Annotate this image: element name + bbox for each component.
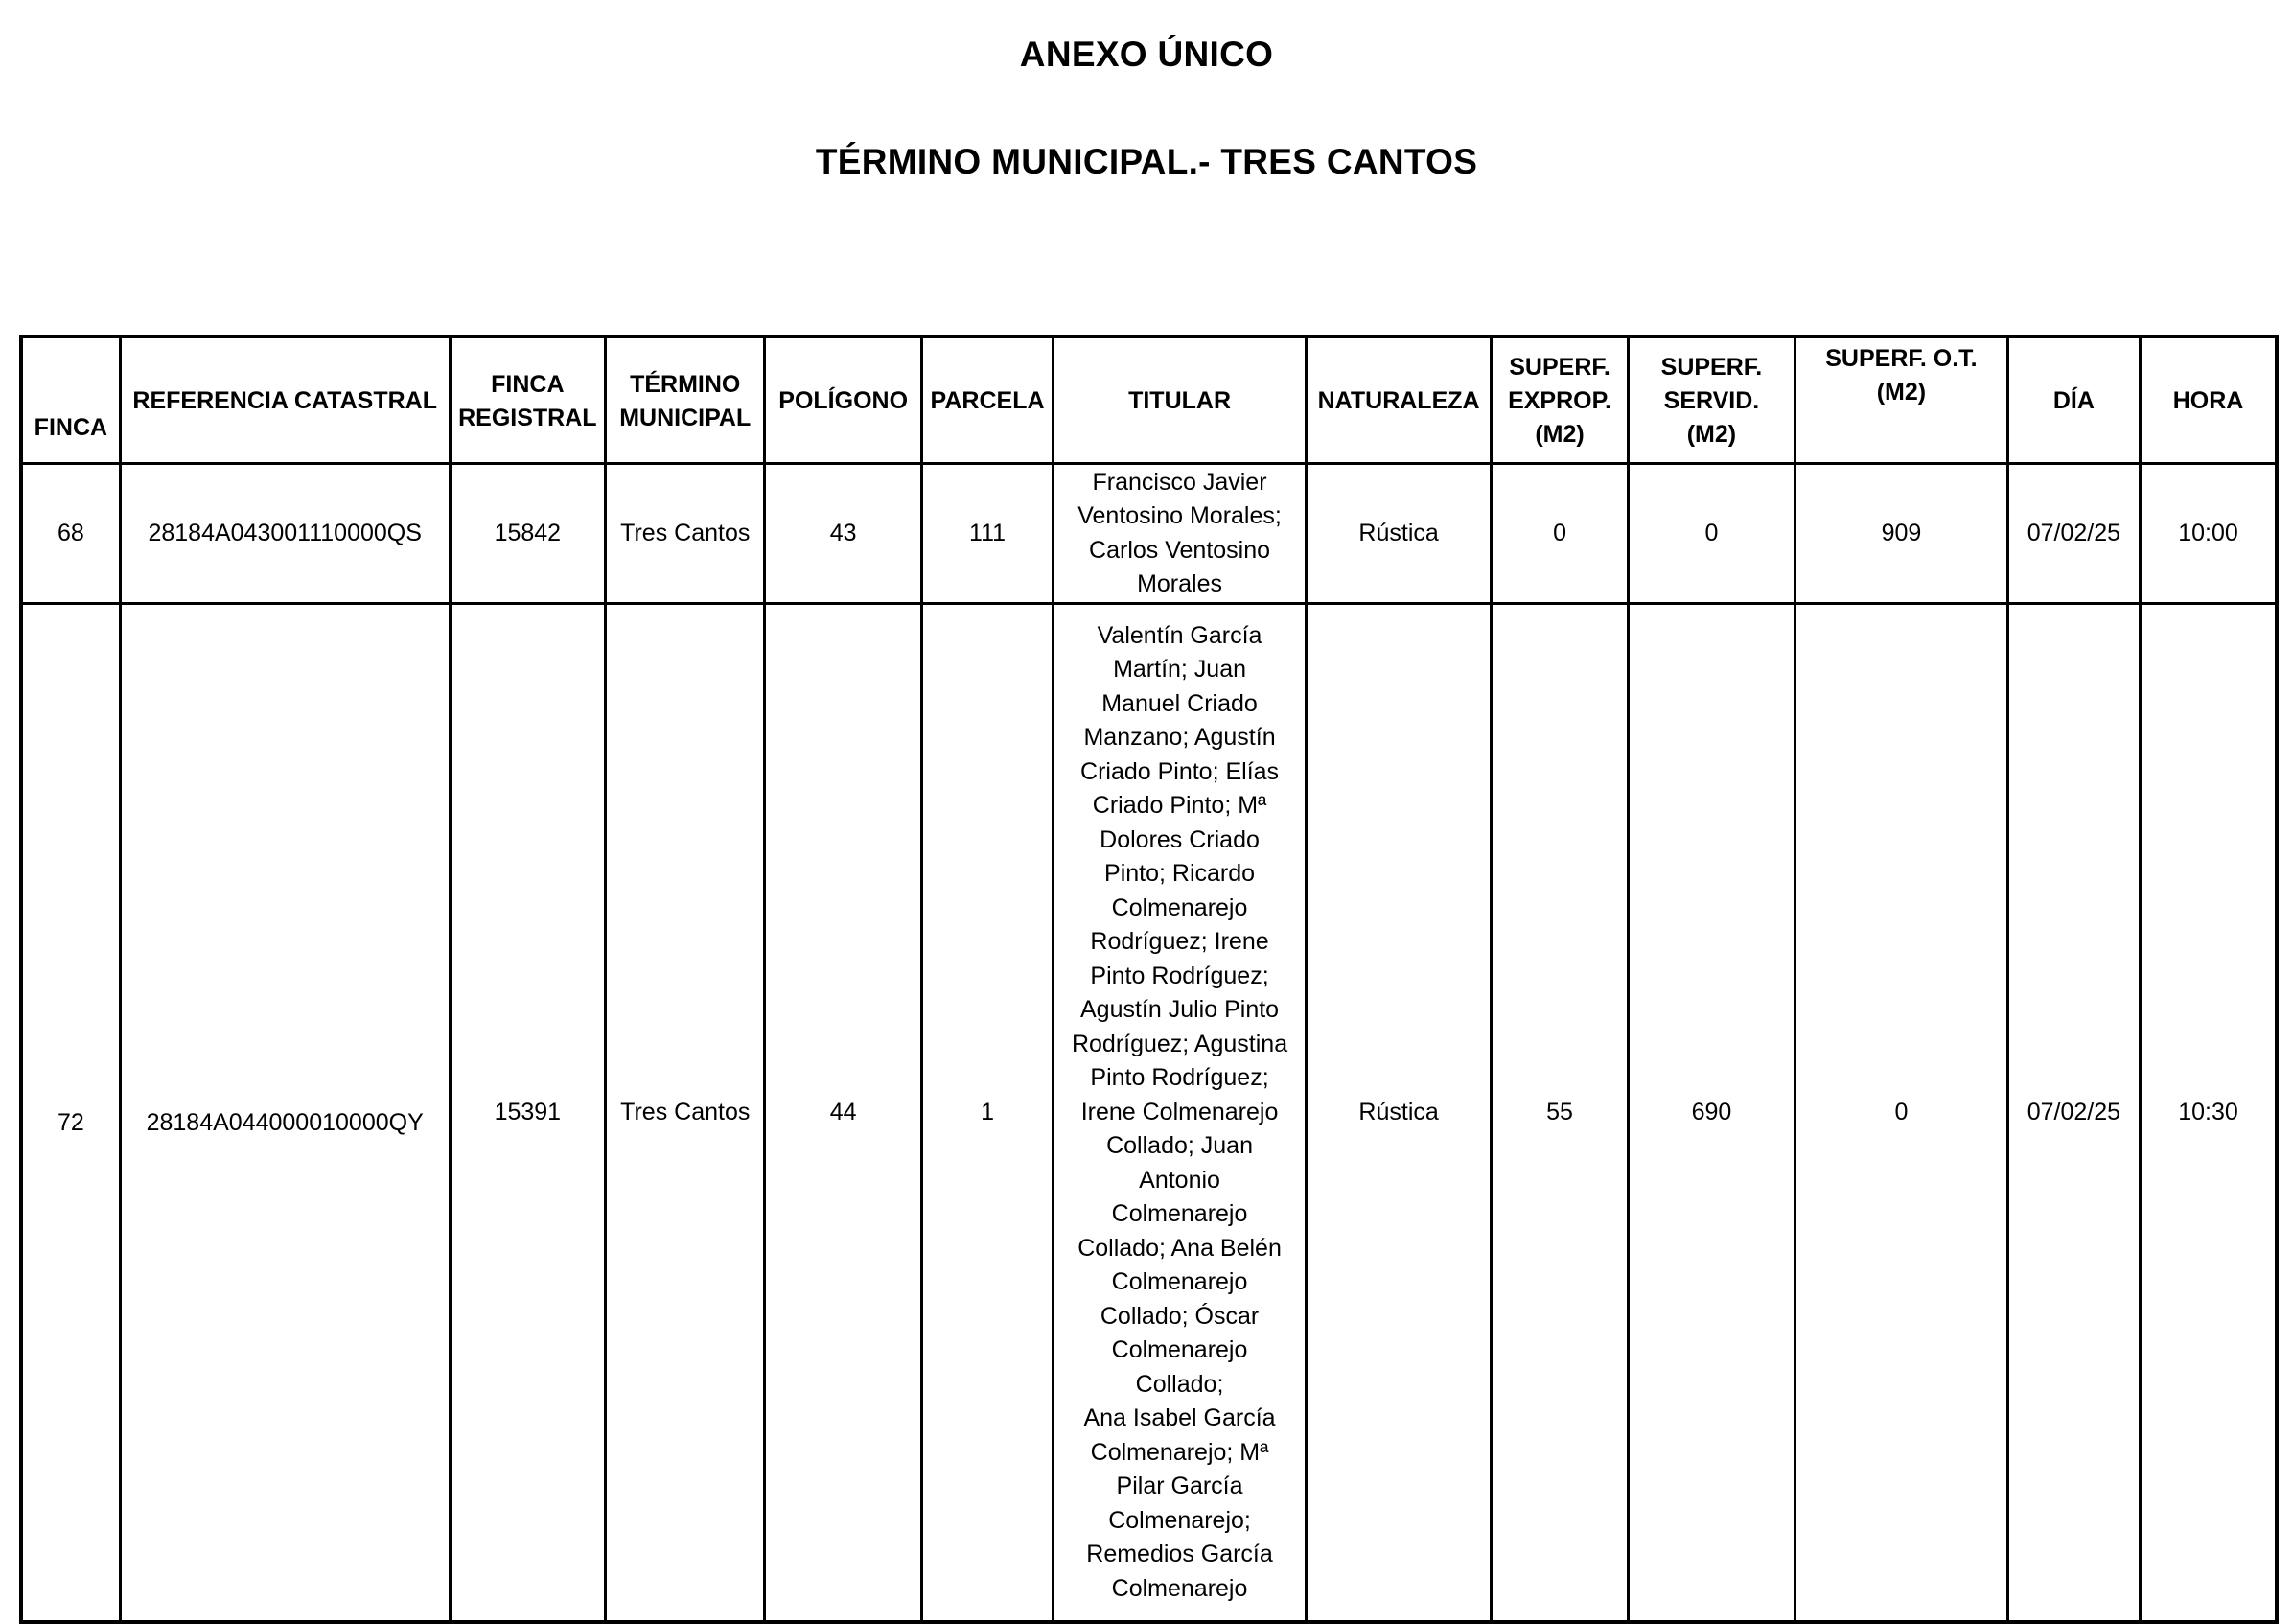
- titular-line: Manuel Criado: [1101, 689, 1258, 717]
- cell-referencia-catastral: 28184A044000010000QY: [120, 604, 450, 1623]
- titular-line: Collado; Juan: [1106, 1132, 1253, 1160]
- cell-superf-servid: 690: [1628, 604, 1795, 1623]
- header-naturaleza: NATURALEZA: [1306, 336, 1491, 464]
- titular-line: Colmenarejo;: [1108, 1506, 1251, 1534]
- document-subtitle: TÉRMINO MUNICIPAL.- TRES CANTOS: [815, 142, 1478, 181]
- header-termino-line-1: TÉRMINO: [630, 370, 741, 398]
- cell-poligono: 43: [765, 464, 921, 604]
- titular-line: Colmenarejo: [1111, 893, 1248, 921]
- header-titular: TITULAR: [1054, 336, 1307, 464]
- cell-titular: [1054, 604, 1307, 1623]
- titular-line: Colmenarejo: [1111, 1574, 1248, 1602]
- cell-dia: 07/02/25: [2007, 464, 2140, 604]
- titular-line: Colmenarejo: [1111, 1268, 1248, 1296]
- titular-line: Pinto Rodríguez;: [1090, 962, 1269, 989]
- titular-line: Antonio: [1139, 1166, 1220, 1194]
- cell-superf-ot: 0: [1795, 604, 2008, 1623]
- cell-naturaleza: Rústica: [1306, 604, 1491, 1623]
- header-finca: FINCA: [21, 336, 120, 464]
- titular-line: Pinto; Ricardo: [1104, 860, 1256, 888]
- titular-line: Collado;: [1135, 1370, 1224, 1398]
- table-row: [21, 604, 2277, 1623]
- titular-line: Colmenarejo: [1111, 1336, 1248, 1364]
- titular-line: Morales: [1137, 570, 1222, 597]
- titular-line: Agustín Julio Pinto: [1080, 996, 1280, 1024]
- titular-line: Colmenarejo: [1111, 1200, 1248, 1228]
- table-row: [21, 464, 2277, 604]
- header-servid-line-1: SUPERF.: [1660, 354, 1763, 381]
- header-ot-line-1: SUPERF. O.T.: [1825, 345, 1978, 372]
- cell-dia: 07/02/25: [2007, 604, 2140, 1623]
- titular-line: Irene Colmenarejo: [1080, 1098, 1279, 1125]
- header-exprop-line-3: (M2): [1535, 421, 1585, 448]
- header-hora: HORA: [2141, 336, 2277, 464]
- titular-line: Dolores Criado: [1100, 825, 1260, 853]
- cell-superf-servid: 0: [1628, 464, 1795, 604]
- cell-titular: [1054, 464, 1307, 604]
- titular-line: Criado Pinto; Elías: [1080, 757, 1280, 785]
- titular-line: Valentín García: [1097, 621, 1262, 649]
- titular-line: Carlos Ventosino: [1089, 536, 1271, 564]
- header-exprop-line-1: SUPERF.: [1509, 354, 1610, 381]
- header-superf-servid: [1628, 336, 1795, 464]
- header-superf-ot: [1795, 336, 2008, 464]
- titular-line: Collado; Ana Belén: [1077, 1234, 1282, 1262]
- header-superf-exprop: [1492, 336, 1628, 464]
- cell-finca-registral: 15391: [450, 604, 605, 1623]
- parcel-table: [19, 335, 2279, 1624]
- header-ot-line-2: (M2): [1876, 379, 1927, 406]
- titular-line: Francisco Javier: [1092, 468, 1267, 496]
- titular-line: Martín; Juan: [1113, 656, 1247, 684]
- cell-naturaleza: Rústica: [1306, 464, 1491, 604]
- cell-superf-ot: 909: [1795, 464, 2008, 604]
- cell-termino-municipal: Tres Cantos: [606, 604, 765, 1623]
- cell-termino-municipal: Tres Cantos: [606, 464, 765, 604]
- cell-hora: 10:30: [2141, 604, 2277, 1623]
- header-finca-registral-line-1: FINCA: [491, 370, 565, 398]
- cell-finca: 72: [21, 604, 120, 1623]
- titular-line: Colmenarejo; Mª: [1090, 1438, 1269, 1466]
- header-termino-municipal: [606, 336, 765, 464]
- cell-finca-registral: 15842: [450, 464, 605, 604]
- header-finca-registral-line-2: REGISTRAL: [458, 404, 597, 431]
- titular-line: Rodríguez; Agustina: [1071, 1030, 1288, 1057]
- cell-referencia-catastral: 28184A043001110000QS: [120, 464, 450, 604]
- cell-parcela: 1: [921, 604, 1053, 1623]
- titular-line: Criado Pinto; Mª: [1092, 792, 1267, 820]
- cell-hora: 10:00: [2141, 464, 2277, 604]
- titular-line: Pinto Rodríguez;: [1090, 1064, 1269, 1092]
- header-finca-registral: [450, 336, 605, 464]
- titular-line: Ventosino Morales;: [1077, 502, 1282, 529]
- header-termino-line-2: MUNICIPAL: [619, 404, 752, 431]
- header-servid-line-3: (M2): [1686, 421, 1737, 448]
- titular-line: Collado; Óscar: [1100, 1302, 1260, 1330]
- titular-line: Rodríguez; Irene: [1090, 928, 1269, 956]
- document-title: ANEXO ÚNICO: [1019, 35, 1274, 74]
- cell-superf-exprop: 55: [1492, 604, 1628, 1623]
- header-parcela: PARCELA: [921, 336, 1053, 464]
- header-exprop-line-2: EXPROP.: [1508, 387, 1611, 414]
- cell-superf-exprop: 0: [1492, 464, 1628, 604]
- header-poligono: POLÍGONO: [765, 336, 921, 464]
- titular-line: Ana Isabel García: [1083, 1404, 1276, 1432]
- titular-line: Manzano; Agustín: [1083, 724, 1276, 752]
- titular-line: Pilar García: [1116, 1473, 1243, 1500]
- cell-finca: 68: [21, 464, 120, 604]
- header-dia: DÍA: [2007, 336, 2140, 464]
- table-header-row: [21, 336, 2277, 464]
- header-servid-line-2: SERVID.: [1663, 387, 1760, 414]
- cell-poligono: 44: [765, 604, 921, 1623]
- header-referencia-catastral: REFERENCIA CATASTRAL: [120, 336, 450, 464]
- cell-parcela: 111: [921, 464, 1053, 604]
- titular-line: Remedios García: [1086, 1541, 1273, 1568]
